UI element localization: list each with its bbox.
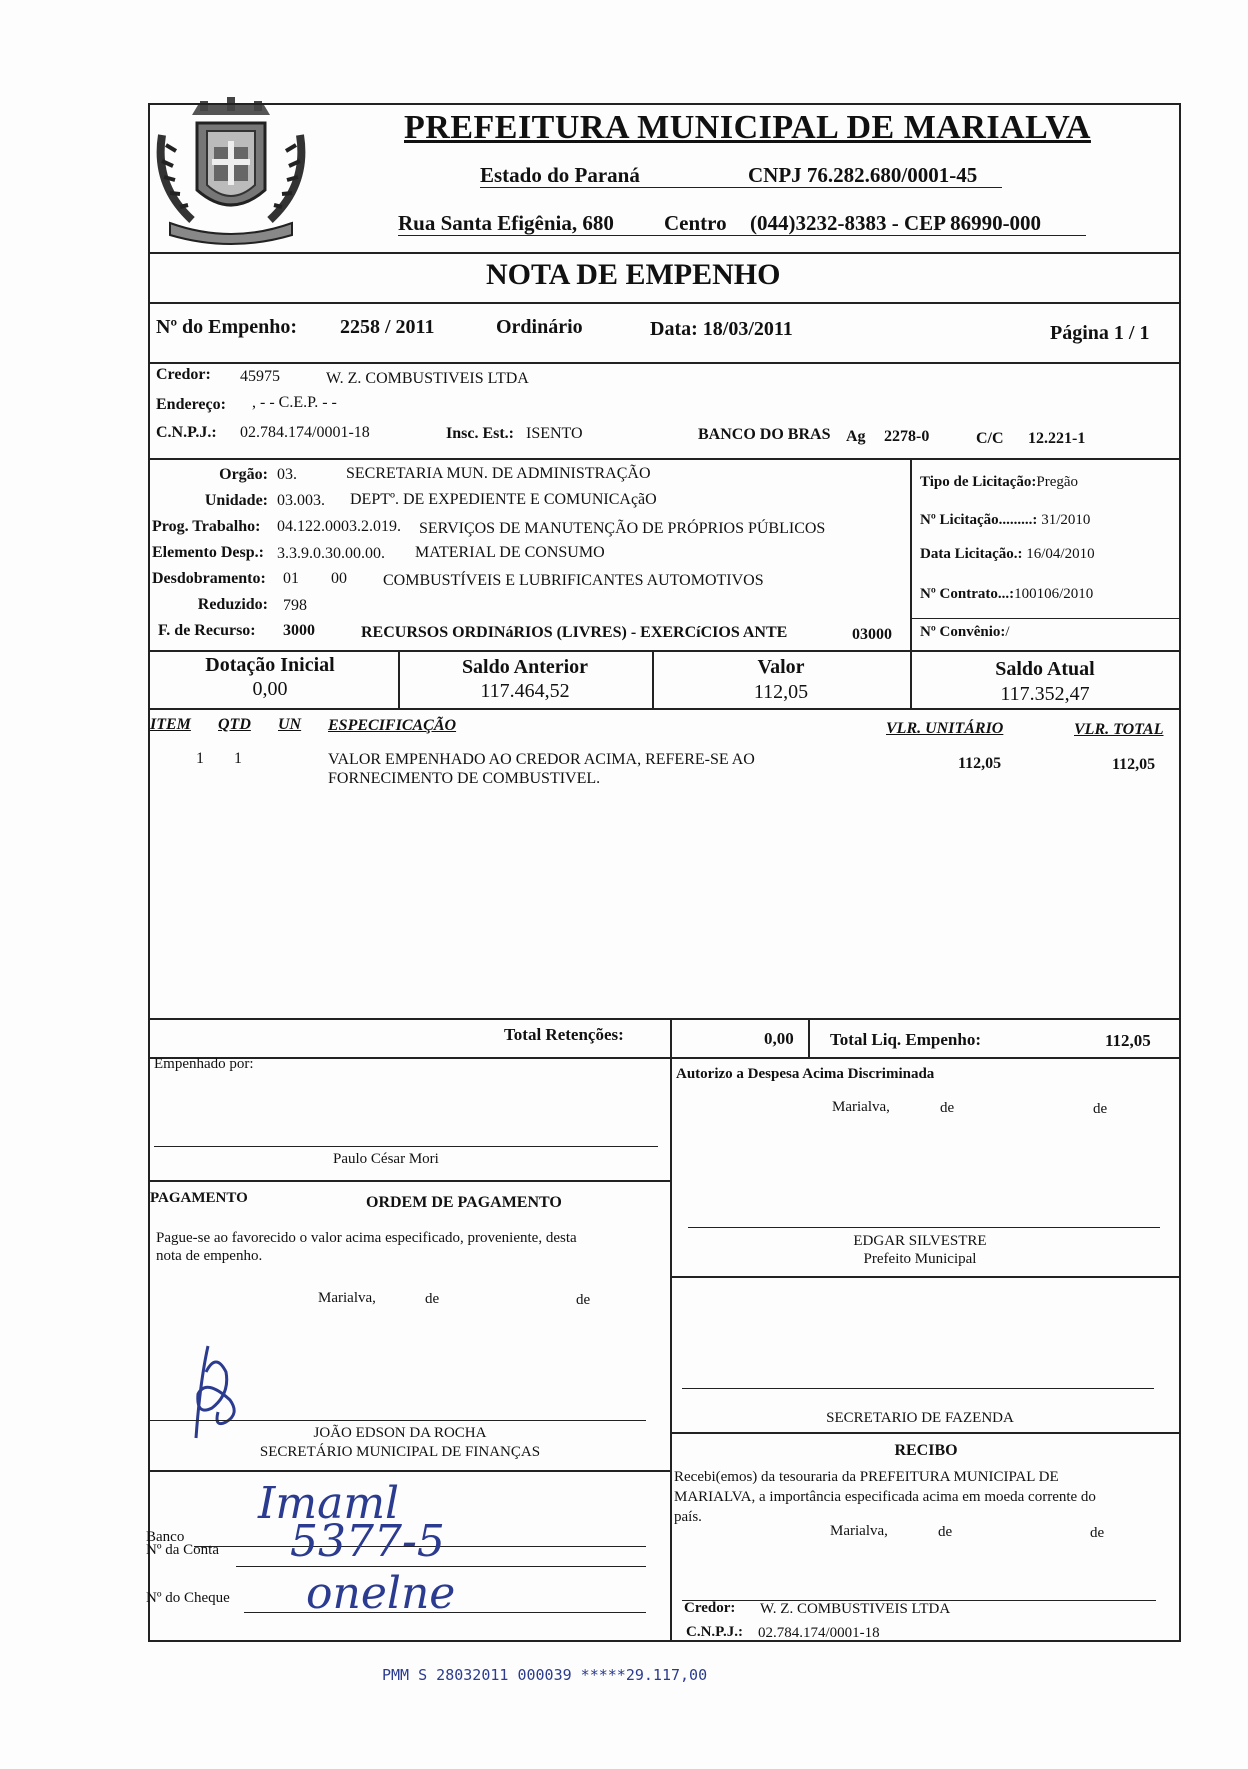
col-especificacao: ESPECIFICAÇÃO xyxy=(328,717,457,734)
orgao-code: 03. xyxy=(277,466,297,483)
orgao-name: SECRETARIA MUN. DE ADMINISTRAÇÃO xyxy=(346,465,651,482)
divider xyxy=(910,458,912,650)
desdobramento-name: COMBUSTÍVEIS E LUBRIFICANTES AUTOMOTIVOS xyxy=(383,572,764,589)
signature-line xyxy=(154,1146,658,1147)
header-state: Estado do Paraná xyxy=(480,163,640,187)
col-valor-unitario: VLR. UNITÁRIO xyxy=(886,720,1004,737)
recibo-credor-label: Credor: xyxy=(684,1600,736,1616)
autorizo-city: Marialva, xyxy=(832,1099,890,1115)
credor-label: Credor: xyxy=(156,366,211,383)
item-valor-unitario: 112,05 xyxy=(958,755,1002,772)
recibo-city: Marialva, xyxy=(830,1523,888,1539)
recibo-de2: de xyxy=(1090,1525,1105,1541)
divider xyxy=(148,362,1181,364)
tipo-licitacao-value: Pregão xyxy=(1036,474,1079,490)
secretario-financas-role: SECRETÁRIO MUNICIPAL DE FINANÇAS xyxy=(259,1444,541,1460)
agencia-label: Ag xyxy=(846,428,866,445)
banco-label: Banco xyxy=(146,1529,185,1545)
recibo-title: RECIBO xyxy=(894,1442,958,1459)
convenio-label: Nº Convênio:/ xyxy=(920,624,1010,640)
divider xyxy=(148,1470,670,1472)
recurso-name: RECURSOS ORDINáRIOS (LIVRES) - EXERCíCIOS ANTE xyxy=(361,624,788,641)
total-liquido-value: 112,05 xyxy=(1105,1031,1151,1050)
insc-label: Insc. Est.: xyxy=(446,425,515,442)
conta-label: Nº da Conta xyxy=(146,1542,219,1558)
unidade-code: 03.003. xyxy=(277,492,325,509)
desdobramento-label: Desdobramento: xyxy=(152,570,266,587)
prog-name: SERVIÇOS DE MANUTENÇÃO DE PRÓPRIOS PÚBLICOS xyxy=(419,520,826,537)
signature-line xyxy=(150,1420,646,1421)
saldo-anterior-label: Saldo Anterior xyxy=(461,656,589,678)
cheque-handwritten: onelne xyxy=(306,1568,456,1619)
recibo-de1: de xyxy=(938,1524,953,1540)
recibo-cnpj: 02.784.174/0001-18 xyxy=(758,1625,880,1641)
doc-title: NOTA DE EMPENHO xyxy=(486,258,781,291)
autorizo-de1: de xyxy=(940,1100,955,1116)
pagamento-text2: nota de empenho. xyxy=(156,1248,263,1264)
pagamento-de1: de xyxy=(425,1291,440,1307)
divider xyxy=(148,458,1181,460)
credor-code: 45975 xyxy=(240,368,280,385)
signature-line xyxy=(682,1388,1154,1389)
recurso-code2: 03000 xyxy=(852,626,892,643)
divider xyxy=(148,302,1181,304)
dotacao-label: Dotação Inicial xyxy=(205,654,335,676)
col-qtd: QTD xyxy=(218,716,251,733)
divider xyxy=(910,618,1181,619)
valor-value: 112,05 xyxy=(753,681,809,703)
recibo-text2: MARIALVA, a importância especificada acima em moeda corrente do xyxy=(674,1489,1096,1505)
divider xyxy=(148,708,1181,710)
item-valor-total: 112,05 xyxy=(1112,756,1156,773)
header-neighborhood: Centro xyxy=(664,211,727,235)
recurso-code: 3000 xyxy=(283,622,315,639)
empenhado-name: Paulo César Mori xyxy=(333,1151,439,1167)
conta-handwritten: 5377-5 xyxy=(290,1516,445,1567)
cnpj-value: 02.784.174/0001-18 xyxy=(240,424,370,441)
divider xyxy=(148,1180,670,1182)
saldo-anterior-value: 117.464,52 xyxy=(480,680,570,702)
endereco-value: , - - C.E.P. - - xyxy=(252,394,337,411)
recibo-text3: país. xyxy=(674,1509,702,1525)
secretario-fazenda: SECRETARIO DE FAZENDA xyxy=(826,1410,1014,1426)
total-retencoes-value: 0,00 xyxy=(764,1029,794,1048)
banco-name: BANCO DO BRAS xyxy=(698,426,831,443)
agencia-value: 2278-0 xyxy=(884,428,930,445)
page-title: PREFEITURA MUNICIPAL DE MARIALVA xyxy=(404,109,1091,146)
header-address: Rua Santa Efigênia, 680 xyxy=(398,211,614,235)
total-retencoes-label: Total Retenções: xyxy=(504,1025,624,1044)
divider xyxy=(670,1276,1181,1278)
insc-value: ISENTO xyxy=(526,425,583,442)
prefeito-role: Prefeito Municipal xyxy=(863,1251,977,1267)
convenio-value: / xyxy=(1005,624,1010,640)
divider xyxy=(148,252,1181,254)
valor-label: Valor xyxy=(757,656,805,678)
cheque-label: Nº do Cheque xyxy=(146,1590,230,1606)
total-liquido-label: Total Liq. Empenho: xyxy=(830,1030,981,1049)
signature-line xyxy=(688,1227,1160,1228)
divider xyxy=(148,1057,1181,1059)
recurso-label: F. de Recurso: xyxy=(158,622,256,639)
divider xyxy=(670,1057,672,1642)
contrato-value: 100106/2010 xyxy=(1014,586,1094,602)
dotacao-value: 0,00 xyxy=(252,678,288,700)
prog-code: 04.122.0003.2.019. xyxy=(277,518,401,535)
unidade-name: DEPTº. DE EXPEDIENTE E COMUNICAçãO xyxy=(350,491,657,508)
item-number: 1 xyxy=(196,750,204,767)
desdobramento-code2: 00 xyxy=(331,570,347,587)
empenhado-label: Empenhado por: xyxy=(154,1056,254,1072)
pagamento-city: Marialva, xyxy=(318,1290,376,1306)
prog-label: Prog. Trabalho: xyxy=(152,518,261,535)
prefeito-name: EDGAR SILVESTRE xyxy=(853,1233,987,1249)
num-licitacao-label: Nº Licitação.........: 31/2010 xyxy=(920,512,1091,528)
item-qtd: 1 xyxy=(234,750,242,767)
empenho-date: Data: 18/03/2011 xyxy=(650,318,793,340)
header-cnpj: CNPJ 76.282.680/0001-45 xyxy=(748,163,978,187)
empenho-number: 2258 / 2011 xyxy=(340,316,435,338)
recibo-credor: W. Z. COMBUSTIVEIS LTDA xyxy=(760,1601,951,1617)
recibo-cnpj-label: C.N.P.J.: xyxy=(686,1624,743,1640)
header-phone-cep: (044)3232-8383 - CEP 86990-000 xyxy=(750,211,1042,235)
col-un: UN xyxy=(278,716,302,733)
item-spec-line1: VALOR EMPENHADO AO CREDOR ACIMA, REFERE-SE AO xyxy=(328,751,755,768)
pagamento-text1: Pague-se ao favorecido o valor acima especificado, proveniente, desta xyxy=(156,1230,577,1246)
endereco-label: Endereço: xyxy=(156,396,226,413)
credor-name: W. Z. COMBUSTIVEIS LTDA xyxy=(326,370,529,387)
secretario-financas-name: JOÃO EDSON DA ROCHA xyxy=(313,1425,487,1441)
elemento-label: Elemento Desp.: xyxy=(152,544,264,561)
contrato-label: Nº Contrato...:100106/2010 xyxy=(920,586,1094,602)
pagamento-label: PAGAMENTO xyxy=(150,1190,248,1206)
unidade-label: Unidade: xyxy=(204,492,268,509)
pagamento-de2: de xyxy=(576,1292,591,1308)
tipo-licitacao-label: Tipo de Licitação:Pregão xyxy=(920,474,1079,490)
page-number: Página 1 / 1 xyxy=(1050,322,1150,344)
item-spec-line2: FORNECIMENTO DE COMBUSTIVEL. xyxy=(328,770,601,787)
divider xyxy=(148,1018,1181,1020)
orgao-label: Orgão: xyxy=(219,466,268,483)
num-licitacao-value: 31/2010 xyxy=(1041,512,1091,528)
autorizo-de2: de xyxy=(1093,1101,1108,1117)
elemento-code: 3.3.9.0.30.00.00. xyxy=(277,545,385,562)
divider xyxy=(670,1432,1181,1434)
divider xyxy=(808,1018,810,1057)
empenho-number-label: Nº do Empenho: xyxy=(156,316,298,338)
col-item: ITEM xyxy=(150,716,191,733)
address-underline xyxy=(398,235,1086,236)
data-licitacao-value: 16/04/2010 xyxy=(1026,546,1095,562)
data-licitacao-label: Data Licitação.: 16/04/2010 xyxy=(920,546,1095,562)
conta-label: C/C xyxy=(976,430,1004,447)
saldo-atual-label: Saldo Atual xyxy=(995,658,1095,680)
elemento-name: MATERIAL DE CONSUMO xyxy=(415,544,605,561)
ordem-pagamento-title: ORDEM DE PAGAMENTO xyxy=(366,1194,562,1211)
autorizo-label: Autorizo a Despesa Acima Discriminada xyxy=(676,1066,935,1082)
col-valor-total: VLR. TOTAL xyxy=(1074,721,1164,738)
conta-value: 12.221-1 xyxy=(1028,430,1086,447)
empenho-type: Ordinário xyxy=(496,316,583,338)
saldo-atual-value: 117.352,47 xyxy=(1000,683,1090,705)
cnpj-label: C.N.P.J.: xyxy=(156,424,217,441)
desdobramento-code1: 01 xyxy=(283,570,299,587)
banco-handwritten: Imaml xyxy=(258,1478,400,1529)
reduzido-label: Reduzido: xyxy=(197,596,268,613)
recibo-text1: Recebi(emos) da tesouraria da PREFEITURA MUNICIPAL DE xyxy=(674,1469,1059,1485)
payment-stamp: PMM S 28032011 000039 *****29.117,00 xyxy=(382,1666,708,1684)
reduzido-value: 798 xyxy=(283,597,307,614)
divider xyxy=(148,650,1181,652)
divider xyxy=(670,1018,672,1057)
